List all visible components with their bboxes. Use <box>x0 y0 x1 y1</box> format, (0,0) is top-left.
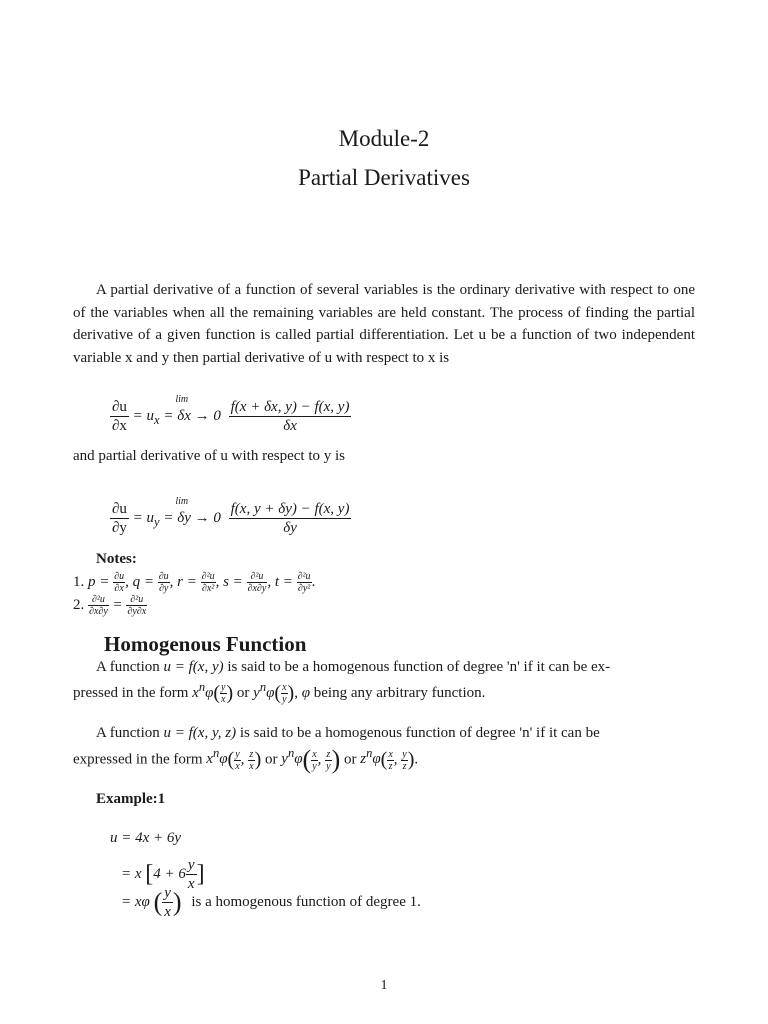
notes-item-1: 1. p = $\frac{\partial u}{\partial x}$ , q = $\frac{\partial u}{\partial y}$ , r = $\frac{\text{∂²u}}{\text{∂x²}}$ , s = $\frac{\text{∂²u}}{\partial x\partial y}$ , t = $\frac{\text{∂²u}}{\text{∂y²}}$ . <box>73 571 316 594</box>
para2-text-c: expressed in the form <box>73 751 203 768</box>
module-title: Module-2 <box>338 126 430 151</box>
eq-y-limit: = δy → 0 <box>163 509 221 526</box>
para1-text-c: pressed in the form <box>73 685 189 701</box>
para1-text-a: A function <box>96 659 160 675</box>
para1-text-b: is said to be a homogenous function of degree 'n' if it can be ex- <box>227 659 611 675</box>
example-line-2: = x [4 + 6 $\frac{y}{x}$ ] <box>121 857 205 892</box>
para1-text-d: being any arbitrary function. <box>313 685 486 701</box>
para2-or-1: or <box>265 751 278 768</box>
section-heading: Homogenous Function <box>104 632 307 656</box>
eq-x-den: δx <box>283 418 297 434</box>
para2-or-2: or <box>344 751 357 768</box>
equation-partial-y <box>110 495 351 537</box>
eq-x-eq: = u <box>132 407 155 424</box>
notes-item-1-number: 1. <box>73 573 85 590</box>
eq-y-den: δy <box>283 520 297 536</box>
page-number: 1 <box>380 978 388 993</box>
example-heading: Example:1 <box>96 791 166 807</box>
notes-heading: Notes: <box>96 551 137 567</box>
homogenous-para1-line2: pressed in the form $x^n\varphi$( $\frac{y}{x}$ ) or $y^n\varphi$( $\frac{x}{y}$ ), φ being any arbitrary function. <box>73 680 486 706</box>
example-line-3: = xφ ( $\frac{y}{x}$ ) is a homogenous function of degree 1. <box>121 885 421 920</box>
eq-y-lim: lim <box>175 495 189 507</box>
eq-x-lhs-den: ∂x <box>112 418 127 434</box>
eq-y-num: f(x, y + δy) − f(x, y) <box>230 501 350 517</box>
homogenous-para2-line2: expressed in the form $x^n\varphi$( $\frac{y}{x}$ , $\frac{z}{x}$ ) or $y^n\varphi$( $\frac{x}{y}$ , $\frac{z}{y}$ ) or $z^n\varphi$( $\frac{x}{z}$ , $\frac{y}{z}$ ). <box>73 745 419 774</box>
para2-text-a: A function <box>96 725 160 741</box>
notes-item-2: 2. $\frac{\text{∂²u}}{\partial x\partial y}$ = $\frac{\text{∂²u}}{\partial y\partial x}$ <box>73 594 147 617</box>
homogenous-para2-line1: A function u = f(x, y, z) is said to be a homogenous function of degree 'n' if it can be <box>96 725 600 741</box>
eq-y-sub: y <box>154 514 160 529</box>
eq-x-limit: = δx → 0 <box>163 407 221 424</box>
between-text: and partial derivative of u with respect to y is <box>73 448 345 464</box>
intro-paragraph: A partial derivative of a function of several variables is the ordinary derivative with respect to one of the variables when all the remaining variables are held constant. The process of finding the partial derivative of a given function is called partial differentiation. Let u be a function of two independent variable x and y then partial derivative of u with respect to x is <box>73 282 695 367</box>
para2-text-b: is said to be a homogenous function of degree 'n' if it can be <box>239 725 600 741</box>
eq-x-num: f(x + δx, y) − f(x, y) <box>230 399 350 415</box>
notes-item-2-number: 2. <box>73 596 85 613</box>
example-conclusion: is a homogenous function of degree 1. <box>191 893 421 910</box>
eq-x-sub: x <box>154 412 160 427</box>
eq-x-lim: lim <box>175 393 189 405</box>
eq-y-eq: = u <box>132 509 155 526</box>
homogenous-para1-line1: A function u = f(x, y) is said to be a homogenous function of degree 'n' if it can be ex- <box>96 659 611 675</box>
eq-x-lhs-num: ∂u <box>112 399 127 415</box>
eq-y-lhs-den: ∂y <box>112 520 127 536</box>
page-title: Partial Derivatives <box>298 165 470 190</box>
eq-y-lhs-num: ∂u <box>112 501 127 517</box>
para1-or: or <box>236 685 250 701</box>
equation-partial-x <box>110 393 351 435</box>
example-line-1: u = 4x + 6y <box>110 830 182 846</box>
